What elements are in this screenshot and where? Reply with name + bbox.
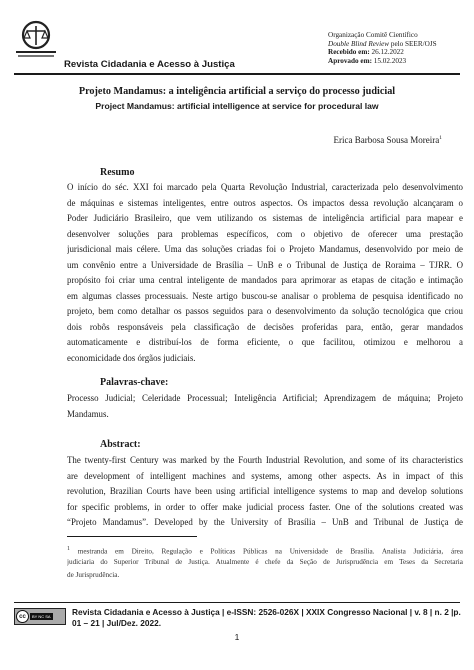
keywords-body (67, 391, 463, 422)
abstract-heading: Abstract: (100, 439, 141, 450)
resumo-body (67, 180, 463, 366)
resumo-line: jurisdicional mais célere. Uma das soluções criadas foi o Projeto Mandamus, desenvolvido por meio de (67, 244, 463, 254)
resumo-line: dois robôs responsáveis pela classificação de decisões proferidas para, então, gerar mandados (67, 321, 463, 332)
resumo-heading: Resumo (100, 167, 135, 178)
header-divider (14, 73, 460, 75)
journal-name: Revista Cidadania e Acesso à Justiça (64, 59, 235, 70)
journal-logo (14, 18, 60, 60)
author-footnote-marker[interactable]: 1 (439, 135, 442, 141)
received-label: Recebido em: (328, 48, 370, 57)
citation-line: 01 – 21 | Jul/Dez. 2022. (72, 618, 162, 628)
resumo-line: propósito foi criar uma central inteligente de mandados para aprimorar as etapas de citação e intimação (67, 275, 463, 285)
citation-footer (72, 607, 464, 629)
resumo-line: automaticamente e distribuí-los de forma eficiente, o que facilitou, otimizou e melhorou a (67, 337, 463, 347)
abstract-line: are development of intelligent machines and systems, among other aspects. As in impact of this (67, 470, 463, 481)
footnote-line: judiciaria do Superior Tribunal de Justiça. Atualmente é chefe da Seção de Jurisprudência em Teses da Secretaria (67, 558, 463, 566)
footnote-text: mestranda em Direito, Regulação e Políticas Públicas na Universidade de Brasília. Analista Judiciária, área (70, 547, 463, 556)
resumo-line: desenvolver soluções para problemas específicos, com o objetivo de oferecer uma prestação (67, 228, 463, 239)
abstract-body (67, 453, 463, 531)
resumo-line: economicidade dos órgãos judiciais. (67, 352, 196, 363)
editorial-metadata (328, 31, 437, 65)
abstract-line: The twenty-first Century was marked by the Fourth Industrial Revolution, and some of its characteristics (67, 455, 463, 465)
approved-label: Aprovado em: (328, 56, 372, 65)
cc-terms-label: BY NC SA (32, 614, 51, 619)
resumo-line: em algumas classes processuais. Neste artigo buscou-se analisar o problema de pesquisa identificado no (67, 290, 463, 301)
resumo-line: projeto, bem como detalhar os passos seguidos para o desenvolvimento da solução tecnológica que criou (67, 306, 463, 316)
received-date: 26.12.2022 (369, 48, 404, 57)
abstract-line: revolution, Brazilian Courts have been using artificial intelligence systems to map and develop solutions (67, 486, 463, 496)
citation-line: Revista Cidadania e Acesso à Justiça | e-ISSN: 2526-026X | XXIX Congresso Nacional | v. 8 | n. 2 |p. (72, 607, 461, 617)
footnote-divider (67, 536, 197, 537)
review-type: Double Blind Review (328, 39, 390, 48)
resumo-line: Poder Judiciário Brasileiro, que vem utilizando os sistemas de inteligência artificial para mapear e (67, 213, 463, 223)
footer-divider (14, 602, 460, 603)
resumo-line: O início do séc. XXI foi marcado pela Quarta Revolução Industrial, caracterizada pelo desenvolvimento (67, 182, 463, 192)
received-line (328, 48, 437, 57)
resumo-line: um convênio entre a Universidade de Brasília – UnB e o Tribunal de Justiça de Roraima – TJRR. O (67, 259, 463, 270)
article-title-english: Project Mandamus: artificial intelligence at service for procedural law (95, 101, 379, 111)
keywords-heading: Palavras-chave: (100, 377, 169, 388)
review-system: pelo SEER/OJS (389, 39, 437, 48)
author-name (334, 135, 442, 145)
cc-logo-icon: cc (16, 610, 29, 623)
resumo-line: de máquinas e sistemas inteligentes, entre outros aspectos. Os impactos dessa revolução alcançaram o (67, 197, 463, 208)
approved-date: 15.02.2023 (372, 56, 407, 65)
author-text: Erica Barbosa Sousa Moreira (333, 135, 440, 145)
footnote-line (67, 543, 463, 556)
keywords-line: Processo Judicial; Celeridade Processual; Inteligência Artificial; Aprendizagem de máquina; Projeto (67, 393, 463, 403)
abstract-line: “Projeto Mandamus”. Developed by the University of Brasília – UnB and Tribunal de Justiça de (67, 517, 463, 527)
article-title: Projeto Mandamus: a inteligência artificial a serviço do processo judicial (78, 86, 396, 97)
review-line (328, 40, 437, 49)
author-footnote (67, 543, 463, 582)
abstract-line: for specific problems, in order to offer make judicial process faster. One of the solutions created was (67, 501, 463, 512)
keywords-line: Mandamus. (67, 408, 109, 419)
footnote-line: de Jurisprudência. (67, 571, 120, 579)
organization-line: Organização Comitê Científico (328, 31, 418, 39)
approved-line (328, 57, 437, 66)
page-number: 1 (234, 632, 240, 642)
creative-commons-license-icon[interactable] (14, 608, 66, 625)
footnote-marker: 1 (67, 546, 70, 552)
